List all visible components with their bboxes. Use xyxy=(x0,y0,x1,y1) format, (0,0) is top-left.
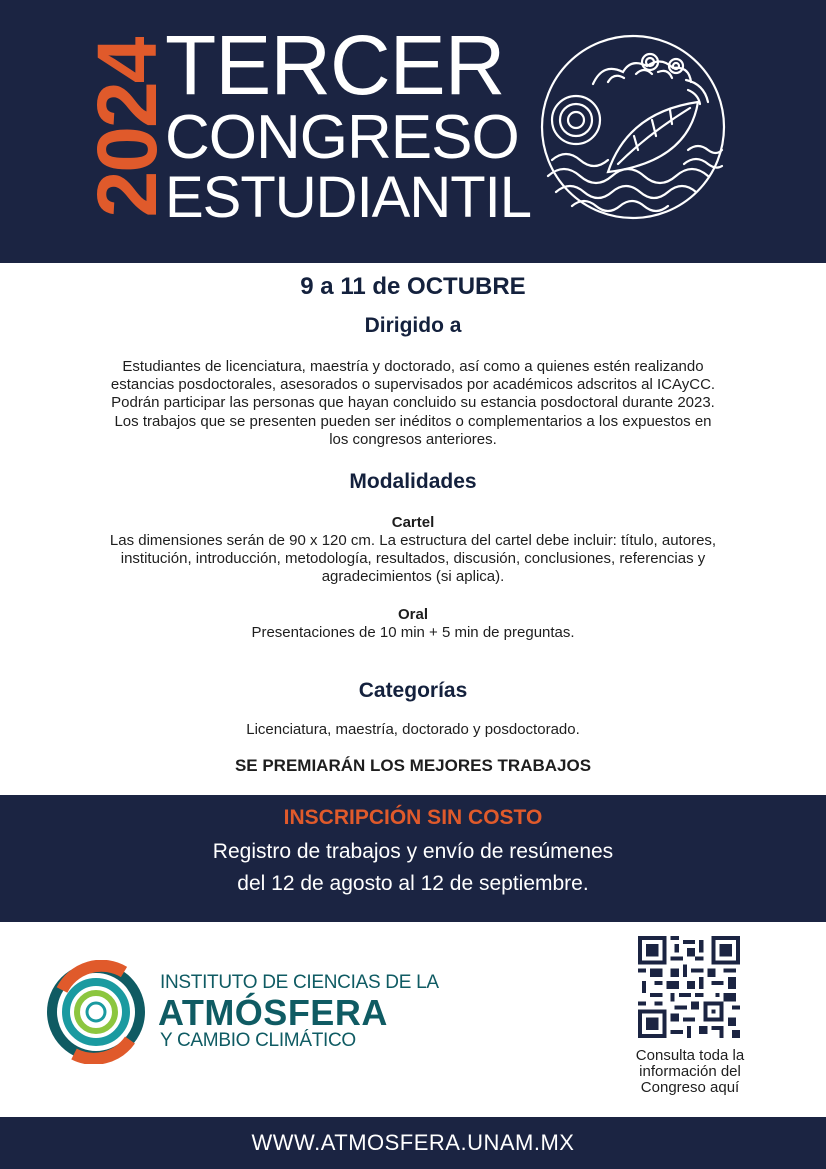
qr-caption-line: Consulta toda la xyxy=(635,1047,745,1064)
audience-paragraph xyxy=(60,358,766,449)
categories-heading: Categorías xyxy=(358,679,468,702)
footer-bar xyxy=(0,1117,826,1169)
audience-line: Los trabajos que se presenten pueden ser inéditos o complementarios a los expuestos en xyxy=(114,412,712,430)
title-line-2: CONGRESO xyxy=(165,103,519,172)
institute-name-line-3: Y CAMBIO CLIMÁTICO xyxy=(160,1030,356,1051)
registration-band xyxy=(0,795,826,922)
qr-caption-line: información del xyxy=(639,1063,741,1080)
poster-line: Las dimensiones serán de 90 x 120 cm. La estructura del cartel debe incluir: título, autores, xyxy=(109,532,717,549)
institute-name-line-1: INSTITUTO DE CIENCIAS DE LA xyxy=(160,972,439,993)
institute-name-line-2: ATMÓSFERA xyxy=(158,992,388,1033)
modalities-heading: Modalidades xyxy=(349,470,477,493)
registration-line-2: del 12 de agosto al 12 de septiembre. xyxy=(237,872,589,895)
qr-code[interactable] xyxy=(638,936,740,1038)
oral-text: Presentaciones de 10 min + 5 min de preguntas. xyxy=(251,624,575,641)
nature-emblem-icon xyxy=(538,32,728,222)
award-text: SE PREMIARÁN LOS MEJORES TRABAJOS xyxy=(234,756,592,775)
institute-section xyxy=(0,922,826,1117)
poster-title: Cartel xyxy=(391,514,435,531)
categories-text: Licenciatura, maestría, doctorado y posdoctorado. xyxy=(246,721,580,738)
event-year: 2024 xyxy=(80,38,174,218)
main-content xyxy=(0,263,826,795)
header-banner xyxy=(0,0,826,263)
title-line-3: ESTUDIANTIL xyxy=(165,165,532,230)
website-link[interactable]: WWW.ATMOSFERA.UNAM.MX xyxy=(251,1130,575,1155)
audience-line: Podrán participar las personas que hayan concluido su estancia posdoctoral durante 2023. xyxy=(111,394,715,412)
icaycc-logo-icon xyxy=(44,960,148,1064)
audience-line: estancias posdoctorales, asesorados o supervisados por académicos adscritos al ICAyCC. xyxy=(110,376,716,394)
event-dates: 9 a 11 de OCTUBRE xyxy=(300,273,526,300)
registration-line-1: Registro de trabajos y envío de resúmenes xyxy=(212,840,614,863)
title-line-1: TERCER xyxy=(165,18,505,112)
audience-heading: Dirigido a xyxy=(364,314,462,337)
qr-caption xyxy=(610,1048,770,1096)
poster-line: agradecimientos (si aplica). xyxy=(321,568,505,586)
qr-caption-line: Congreso aquí xyxy=(640,1079,740,1096)
oral-title: Oral xyxy=(397,606,428,623)
poster-paragraph xyxy=(60,532,766,587)
audience-line: Estudiantes de licenciatura, maestría y doctorado, así como a quienes estén realizando xyxy=(122,358,704,375)
audience-line: los congresos anteriores. xyxy=(329,430,497,448)
poster-line: institución, introducción, metodología, resultados, discusión, conclusiones, referencias y xyxy=(120,550,706,568)
registration-title: INSCRIPCIÓN SIN COSTO xyxy=(283,806,543,829)
